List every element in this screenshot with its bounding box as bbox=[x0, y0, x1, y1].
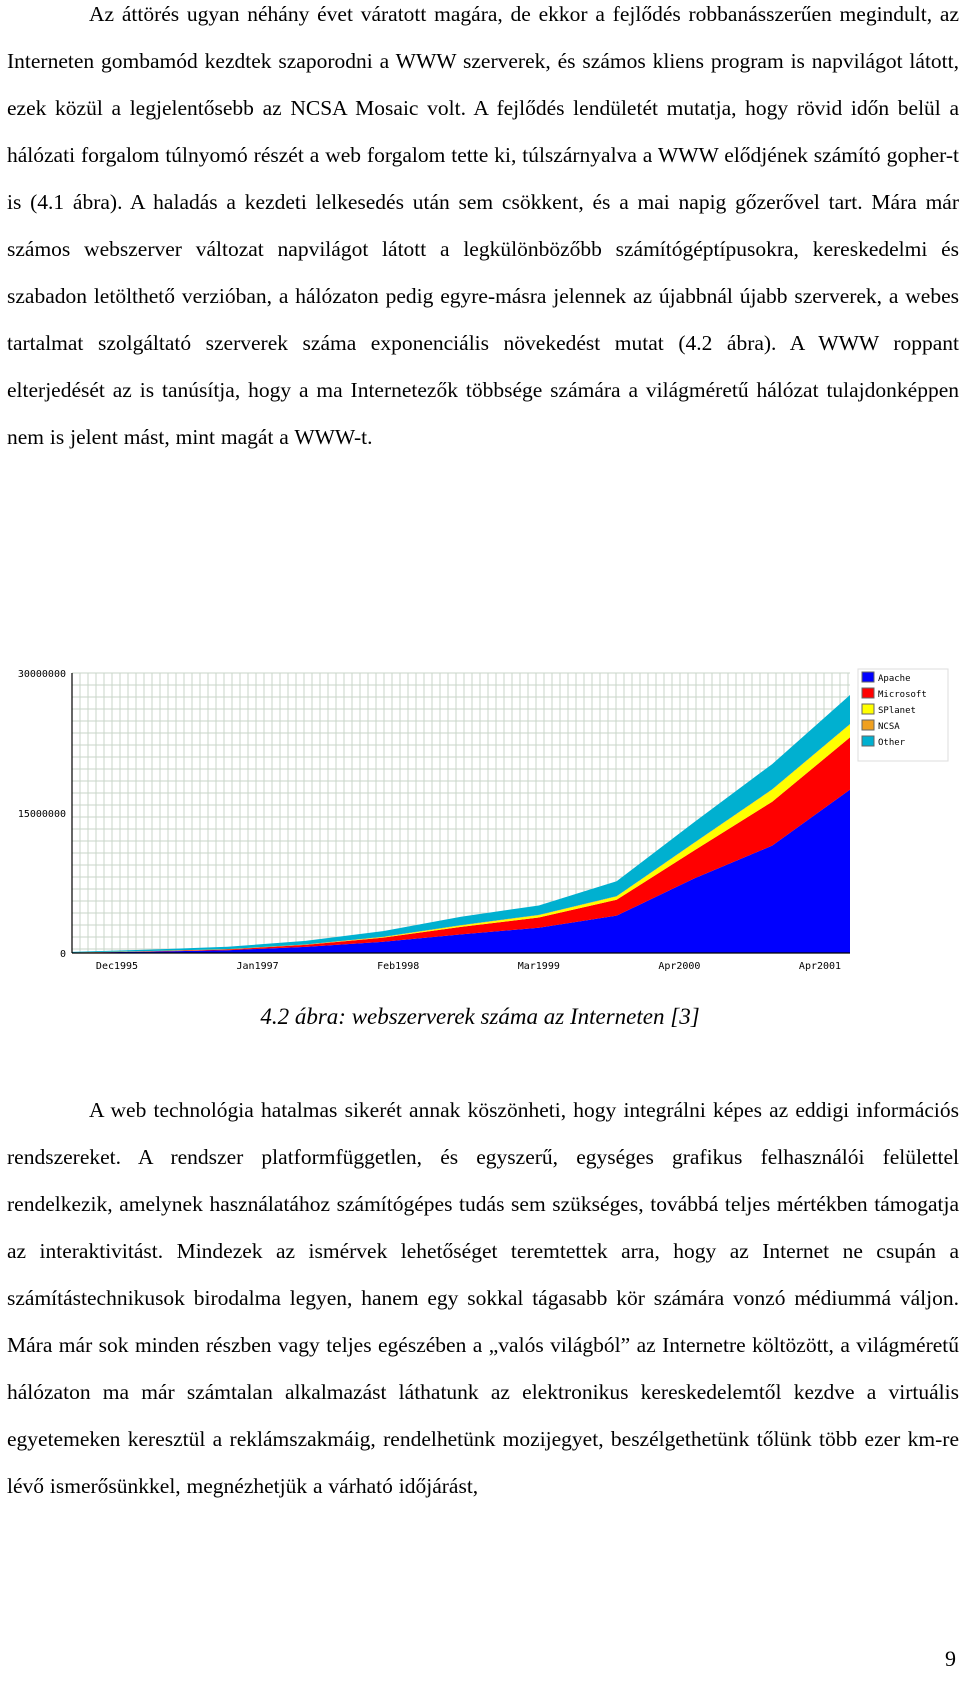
body-paragraph-1: Az áttörés ugyan néhány évet váratott magára, de ekkor a fejlődés robbanásszerűen megindult, az Interneten gombamód kezdtek szaporodni a WWW szerverek, és számos kliens program is napvilágot látott, ezek közül a legjelentősebb az NCSA Mosaic volt. A fejlődés lendületét mutatja, hogy rövid időn belül a hálózati forgalom túlnyomó részét a web forgalom tette ki, túlszárnyalva a WWW elődjének számító gopher-t is (4.1 ábra). A haladás a kezdeti lelkesedés után sem csökkent, és a mai napig gőzerővel tart. Mára már számos webszerver változat napvilágot látott a legkülönbözőbb számítógéptípusokra, kereskedelmi és szabadon letölthető verzióban, a hálózaton pedig egyre-másra jelennek az újabbnál újabb szerverek, a webes tartalmat szolgáltató szerverek száma exponenciális növekedést mutat (4.2 ábra). A WWW roppant elterjedését az is tanúsítja, hogy a ma Internetezők többsége számára a világméretű hálózat tulajdonképpen nem is jelent mást, mint magát a WWW-t. bbox=[7, 2, 959, 449]
legend-label: Microsoft bbox=[878, 690, 927, 700]
x-tick-label: Feb1998 bbox=[377, 961, 420, 972]
x-tick-label: Apr2001 bbox=[798, 961, 842, 972]
x-tick-label: Apr2000 bbox=[658, 961, 701, 972]
legend-swatch bbox=[862, 704, 874, 714]
y-tick-label: 15000000 bbox=[17, 809, 66, 820]
page-number: 9 bbox=[945, 1646, 956, 1671]
chart-svg bbox=[0, 655, 960, 975]
x-tick-label: Jan1997 bbox=[236, 961, 279, 972]
y-tick-label: 0 bbox=[59, 949, 66, 960]
x-tick-label: Dec1995 bbox=[95, 961, 139, 972]
legend-label: Other bbox=[878, 738, 906, 748]
legend-label: NCSA bbox=[878, 722, 900, 732]
y-tick-label: 30000000 bbox=[17, 669, 66, 680]
figure-caption: 4.2 ábra: webszerverek száma az Interneten [3] bbox=[260, 1004, 700, 1029]
web-server-chart bbox=[0, 655, 960, 975]
legend-swatch bbox=[862, 688, 874, 698]
legend-label: SPlanet bbox=[878, 706, 916, 716]
x-tick-label: Mar1999 bbox=[517, 961, 560, 972]
legend-swatch bbox=[862, 672, 874, 682]
legend-label: Apache bbox=[878, 674, 911, 684]
body-paragraph-2: A web technológia hatalmas sikerét annak köszönheti, hogy integrálni képes az eddigi információs rendszereket. A rendszer platformfüggetlen, és egyszerű, egységes grafikus felhasználói felülettel rendelkezik, amelynek használatához számítógépes tudás sem szükséges, továbbá teljes mértékben támogatja az interaktivitást. Mindezek az ismérvek lehetőséget teremtettek arra, hogy az Internet ne csupán a számítástechnikusok birodalma legyen, hanem egy sokkal tágasabb kör számára vonzó médiummá váljon. Mára már sok minden részben vagy teljes egészében a „valós világból” az Internetre költözött, a világméretű hálózaton ma már számtalan alkalmazást láthatunk az elektronikus kereskedelemtől kezdve a virtuális egyetemeken keresztül a reklámszakmáig, rendelhetünk mozijegyet, beszélgethetünk tőlünk több ezer km-re lévő ismerősünkkel, megnézhetjük a várható időjárást, bbox=[7, 1098, 959, 1498]
legend-swatch bbox=[862, 720, 874, 730]
legend-swatch bbox=[862, 736, 874, 746]
